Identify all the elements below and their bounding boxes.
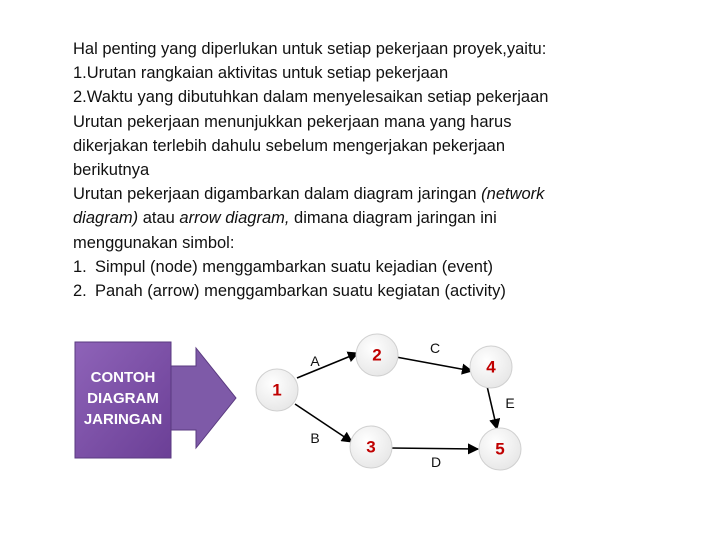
activity-arrow-e [487,386,497,429]
activity-arrows [295,353,497,449]
arrow-diagram-term: arrow diagram, [179,209,290,228]
callout [75,342,236,458]
activity-arrow-a [297,353,358,378]
diagram-term: diagram) [73,209,139,228]
callout-line-1: CONTOH [90,369,156,386]
paragraph-1-line-2: dikerjakan terlebih dahulu sebelum mengerjakan pekerjaan [73,136,506,155]
event-node-label: 1 [272,380,282,400]
list-text: Panah (arrow) menggambarkan suatu kegiatan (activity) [95,282,506,301]
list-number: 1. [73,257,87,276]
paragraph-2-text: Urutan pekerjaan digambarkan dalam diagram jaringan [73,185,482,204]
activity-arrow-c [396,357,472,371]
paragraph-2-line-3: menggunakan simbol: [73,233,235,252]
event-node-4 [470,346,512,388]
list-text: Simpul (node) menggambarkan suatu kejadian (event) [95,257,494,276]
event-node-5 [479,428,521,470]
event-node-1 [256,369,298,411]
activity-label-c: C [429,340,441,356]
list-number: 2. [73,282,87,301]
event-node-3 [350,426,392,468]
event-node-label: 5 [495,439,505,459]
activity-label-a: A [310,353,320,369]
activity-label-e: E [505,395,515,411]
event-node-label: 4 [486,357,496,377]
activity-label-b: B [310,430,320,446]
paragraph-1-line-1: Urutan pekerjaan menunjukkan pekerjaan mana yang harus [73,112,512,131]
paragraph-2-text: atau [138,209,180,228]
event-nodes [256,334,521,470]
callout-line-2: DIAGRAM [87,390,159,407]
event-node-2 [356,334,398,376]
callout-line-3: JARINGAN [83,411,163,428]
requirement-item-2: 2.Waktu yang dibutuhkan dalam menyelesaikan setiap pekerjaan [73,88,549,107]
paragraph-1-line-3: berikutnya [73,161,150,180]
activity-label-d: D [430,454,442,470]
activity-arrow-b [295,404,352,442]
callout-arrow [170,348,236,448]
activity-arrow-d [390,448,478,449]
event-node-label: 3 [366,437,376,457]
event-node-label: 2 [372,345,382,365]
paragraph-2-text: dimana diagram jaringan ini [289,209,497,228]
network-term: (network [481,185,545,204]
requirement-item-1: 1.Urutan rangkaian aktivitas untuk setiap pekerjaan [73,64,449,83]
heading-line: Hal penting yang diperlukan untuk setiap pekerjaan proyek,yaitu: [73,40,547,58]
